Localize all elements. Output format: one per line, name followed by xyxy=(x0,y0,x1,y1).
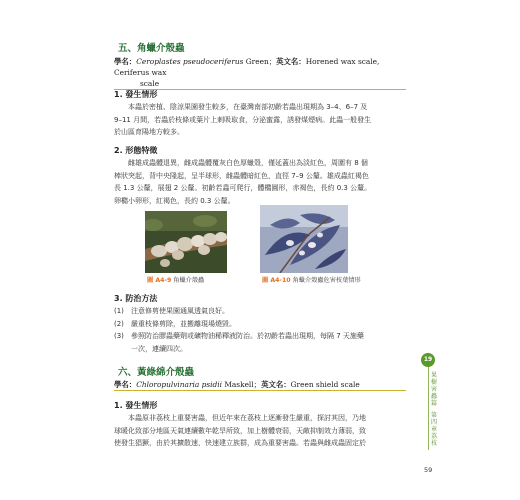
figure-number: 圖 A4-9 xyxy=(147,277,172,284)
para-line: 本蟲於密植、陰涼果園發生較多，在臺灣南部初齡若蟲出現期為 3–4、6–7 及 xyxy=(128,103,368,111)
side-label-chapter: 第四章荔枝 xyxy=(431,412,438,447)
control-methods-list xyxy=(114,305,406,355)
paragraph-occurrence-2 xyxy=(114,412,406,450)
photo-wax-scale xyxy=(145,211,227,273)
photo-infested-leaves xyxy=(260,205,348,273)
subheading-occurrence-2: 1. 發生情形 xyxy=(114,401,158,410)
list-item xyxy=(114,318,406,331)
list-text: 注意修剪使果園通風透氣良好。 xyxy=(131,307,229,315)
figure-caption-text: 角蠟介殼蟲危害枝葉情形 xyxy=(290,277,361,284)
en-label: 英文名： xyxy=(276,57,306,66)
en-name: Green shield scale xyxy=(290,380,360,389)
sci-name: Ceroplastes pseudoceriferus xyxy=(136,57,244,66)
list-item xyxy=(114,330,406,355)
para-line: 長 1.3 公釐，展翅 2 公釐。初齡若蟲可爬行，體橢圓形，赤褐色，長約 0.3 公釐。 xyxy=(114,184,372,193)
para-line: 本蟲原非荔枝上重要害蟲，但近年來在荔枝上逐漸發生嚴重，探討其因，乃地 xyxy=(128,414,366,422)
side-label-category: 果樹害蟲篇 xyxy=(431,372,438,407)
para-line: 使發生猖獗，由於其擴散速，快速建立族群，成為重要害蟲。若蟲與雌成蟲固定於 xyxy=(114,439,366,448)
subheading-control: 3. 防治方法 xyxy=(114,294,158,303)
side-divider xyxy=(428,355,429,450)
para-line: 雌雄成蟲體退異，雌成蟲體覆灰白色厚蠟殼，僅延蓋出為淡紅色，周圍有 8 個 xyxy=(128,159,368,167)
sci-name: Chloropulvinaria psidii xyxy=(136,380,222,389)
figure-caption-text: 角蠟介殼蟲 xyxy=(171,277,205,284)
scientific-name-box xyxy=(114,56,406,90)
list-number: (2) xyxy=(114,319,124,328)
paragraph-occurrence xyxy=(114,101,406,139)
list-text: 嚴重枝條剪除，並搬離現場燒毀。 xyxy=(131,319,236,328)
en-name: Horened wax scale, Ceriferus wax xyxy=(114,57,380,77)
list-number: (1) xyxy=(114,307,124,315)
figure-number: 圖 A4-10 xyxy=(262,277,291,284)
subheading-occurrence: 1. 發生情形 xyxy=(114,90,158,99)
sci-author: Green； xyxy=(243,57,277,66)
figure-caption-2 xyxy=(262,275,361,284)
sci-author: Maskell； xyxy=(221,380,262,389)
para-line: 卵橢小卵形，紅褐色，長約 0.3 公釐。 xyxy=(114,196,235,205)
list-item xyxy=(114,305,406,318)
paragraph-morphology xyxy=(114,157,406,207)
page-number: 59 xyxy=(424,466,433,474)
para-line: 於山區育陽地方較多。 xyxy=(114,128,184,137)
chapter-badge: 19 xyxy=(421,353,435,367)
en-label: 英文名： xyxy=(261,380,291,389)
sci-label: 學名： xyxy=(114,380,137,389)
list-text: 參照防治膠蟲藥劑或礦物油稀釋液防治。於初齡若蟲出現期，每隔 7 天施藥 xyxy=(131,332,364,341)
sci-label: 學名： xyxy=(114,57,137,66)
list-number: (3) xyxy=(114,332,124,341)
para-line: 9–11 月間，若蟲於枝條或葉片上刺吸取食，分泌蜜露，誘發煤煙病。此蟲一般發生 xyxy=(114,115,372,124)
para-line: 球暖化致部分地區天氣連續數年乾旱所致，加上樹體衰弱，天敵抑制效力薄弱，致 xyxy=(114,426,366,435)
section-title: 六、黃綠綿介殼蟲 xyxy=(118,367,195,378)
en-name-cont: scale xyxy=(140,79,160,88)
subheading-morphology: 2. 形態特徵 xyxy=(114,146,158,155)
scientific-name-box xyxy=(114,379,406,391)
para-line: 棒狀突起，背中央隆起，呈半球形，雌蟲體暗紅色，直徑 7–9 公釐。雄成蟲紅褐色 xyxy=(114,171,369,180)
section-title: 五、角蠟介殼蟲 xyxy=(118,43,185,54)
list-text: 一次，連續四次。 xyxy=(131,344,187,353)
figure-caption-1 xyxy=(147,275,204,284)
